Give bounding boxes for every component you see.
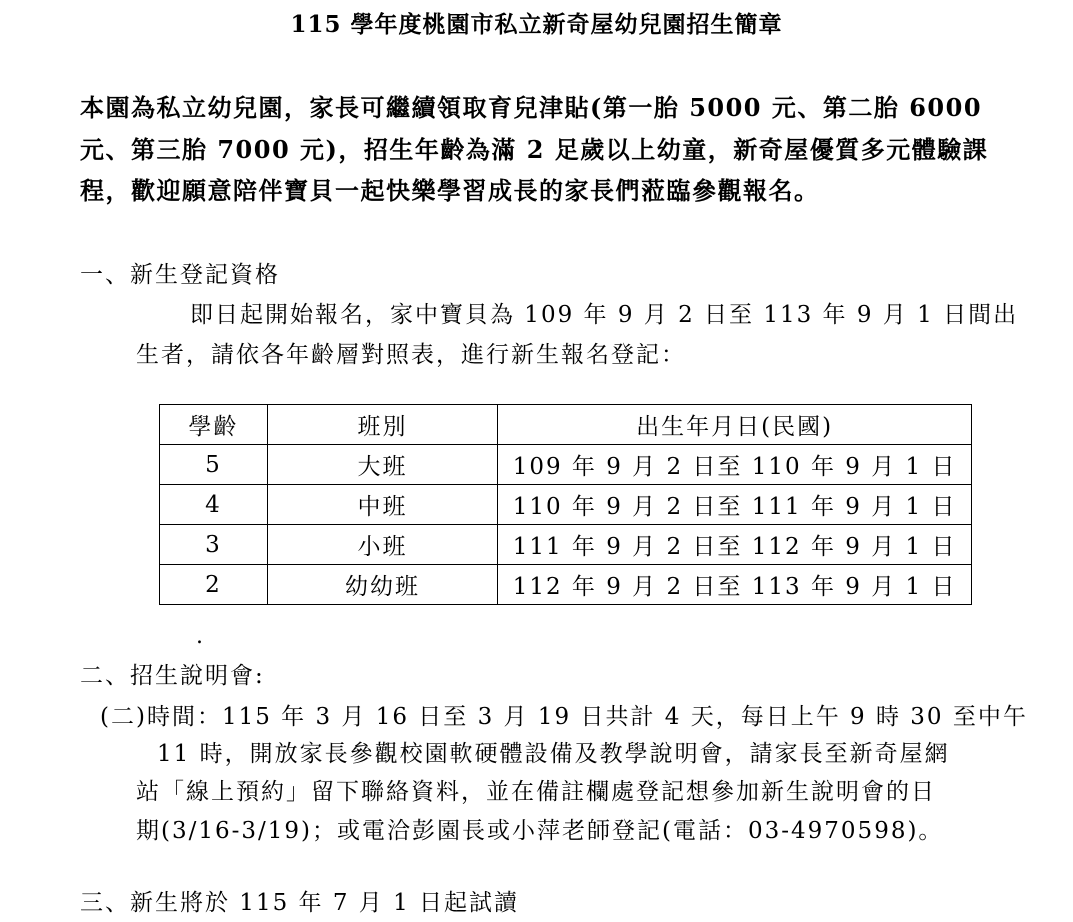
cell-birthdate: 110 年 9 月 2 日至 111 年 9 月 1 日	[498, 485, 972, 525]
cell-birthdate: 111 年 9 月 2 日至 112 年 9 月 1 日	[498, 525, 972, 565]
section-1-heading: 一、新生登記資格	[80, 262, 280, 288]
section-1-line-1: 即日起開始報名，家中寶貝為 109 年 9 月 2 日至 113 年 9 月 1 日間出	[190, 302, 1019, 328]
section-3-heading: 三、新生將於 115 年 7 月 1 日起試讀	[80, 890, 520, 916]
cell-birthdate: 109 年 9 月 2 日至 110 年 9 月 1 日	[498, 445, 972, 485]
cell-age: 5	[160, 445, 268, 485]
cell-age: 4	[160, 485, 268, 525]
table-row	[160, 445, 972, 485]
section-1-line-2: 生者，請依各年齡層對照表，進行新生報名登記：	[136, 342, 686, 368]
stray-dot: .	[196, 624, 203, 649]
section-2-line-3: 站「線上預約」留下聯絡資料，並在備註欄處登記想參加新生說明會的日	[136, 779, 936, 805]
header-class: 班別	[267, 405, 497, 445]
cell-class: 中班	[267, 485, 497, 525]
table-row	[160, 565, 972, 605]
header-birthdate: 出生年月日(民國)	[498, 405, 972, 445]
cell-age: 3	[160, 525, 268, 565]
intro-line-3: 程，歡迎願意陪伴寶貝一起快樂學習成長的家長們蒞臨參觀報名。	[80, 176, 820, 205]
cell-birthdate: 112 年 9 月 2 日至 113 年 9 月 1 日	[498, 565, 972, 605]
section-2-line-4: 期(3/16-3/19)；或電洽彭園長或小萍老師登記(電話：03-4970598)。	[136, 818, 944, 844]
table-row	[160, 525, 972, 565]
cell-age: 2	[160, 565, 268, 605]
table-header-row	[160, 405, 972, 445]
age-class-table	[159, 404, 972, 605]
intro-line-1: 本園為私立幼兒園，家長可繼續領取育兒津貼(第一胎 5000 元、第二胎 6000	[80, 93, 983, 122]
header-age: 學齡	[160, 405, 268, 445]
cell-class: 小班	[267, 525, 497, 565]
intro-line-2: 元、第三胎 7000 元)，招生年齡為滿 2 足歲以上幼童，新奇屋優質多元體驗課	[80, 135, 989, 164]
section-2-line-2: 11 時，開放家長參觀校園軟硬體設備及教學說明會，請家長至新奇屋網	[157, 741, 950, 767]
section-2-line-1: (二)時間：115 年 3 月 16 日至 3 月 19 日共計 4 天，每日上午 9 時 30 至中午	[100, 704, 1028, 730]
table-row	[160, 485, 972, 525]
cell-class: 幼幼班	[267, 565, 497, 605]
cell-class: 大班	[267, 445, 497, 485]
document-title: 115 學年度桃園市私立新奇屋幼兒園招生簡章	[290, 11, 783, 38]
section-2-heading: 二、招生說明會:	[80, 663, 265, 689]
